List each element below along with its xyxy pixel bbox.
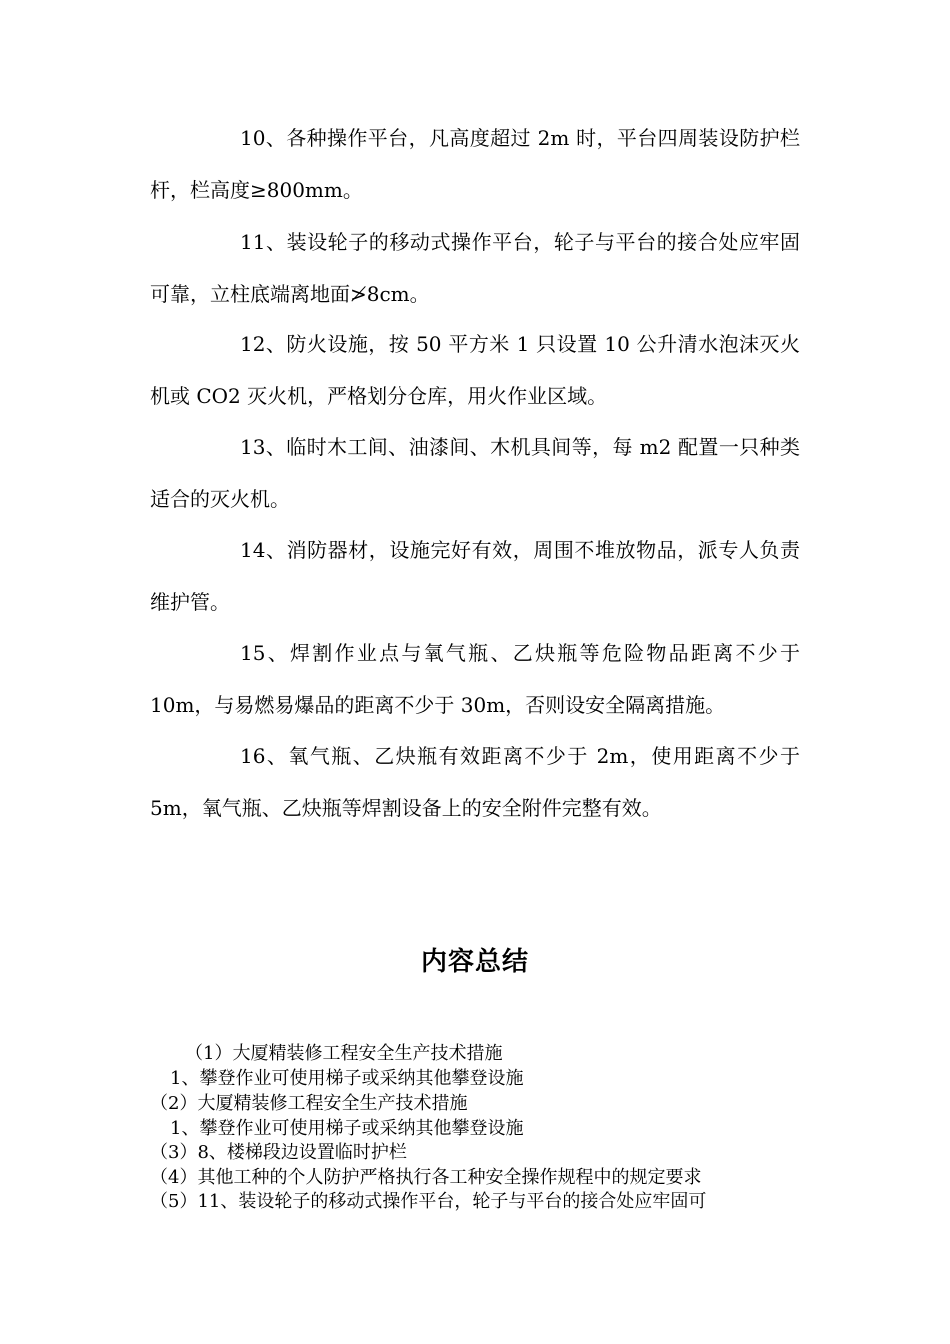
summary-line: （1）大厦精装修工程安全生产技术措施 bbox=[185, 1043, 503, 1064]
paragraph-10: 10、各种操作平台，凡高度超过 2m 时，平台四周装设防护栏杆，栏高度≥800mm。 bbox=[150, 126, 800, 202]
paragraph-14: 14、消防器材，设施完好有效，周围不堆放物品，派专人负责维护管。 bbox=[150, 538, 800, 614]
summary-line: （2）大厦精装修工程安全生产技术措施 bbox=[150, 1093, 468, 1114]
paragraph-16: 16、氧气瓶、乙炔瓶有效距离不少于 2m，使用距离不少于 5m，氧气瓶、乙炔瓶等焊割设备上的安全附件完整有效。 bbox=[150, 744, 800, 820]
paragraph-12: 12、防火设施，按 50 平方米 1 只设置 10 公升清水泡沫灭火机或 CO2 灭火机，严格划分仓库，用火作业区域。 bbox=[150, 332, 800, 408]
summary-line: 1、攀登作业可使用梯子或采纳其他攀登设施 bbox=[170, 1118, 524, 1139]
summary-title: 内容总结 bbox=[420, 947, 529, 977]
summary-line: （5）11、装设轮子的移动式操作平台，轮子与平台的接合处应牢固可 bbox=[150, 1191, 707, 1212]
paragraph-13: 13、临时木工间、油漆间、木机具间等，每 m2 配置一只种类适合的灭火机。 bbox=[150, 435, 800, 511]
paragraph-11: 11、装设轮子的移动式操作平台，轮子与平台的接合处应牢固可靠，立柱底端离地面≯8cm。 bbox=[150, 230, 800, 306]
summary-line: （3）8、楼梯段边设置临时护栏 bbox=[150, 1142, 407, 1163]
summary-line: （4）其他工种的个人防护严格执行各工种安全操作规程中的规定要求 bbox=[150, 1167, 702, 1188]
summary-line: 1、攀登作业可使用梯子或采纳其他攀登设施 bbox=[170, 1068, 524, 1089]
paragraph-15: 15、焊割作业点与氧气瓶、乙炔瓶等危险物品距离不少于 10m，与易燃易爆品的距离不少于 30m，否则设安全隔离措施。 bbox=[150, 641, 800, 717]
